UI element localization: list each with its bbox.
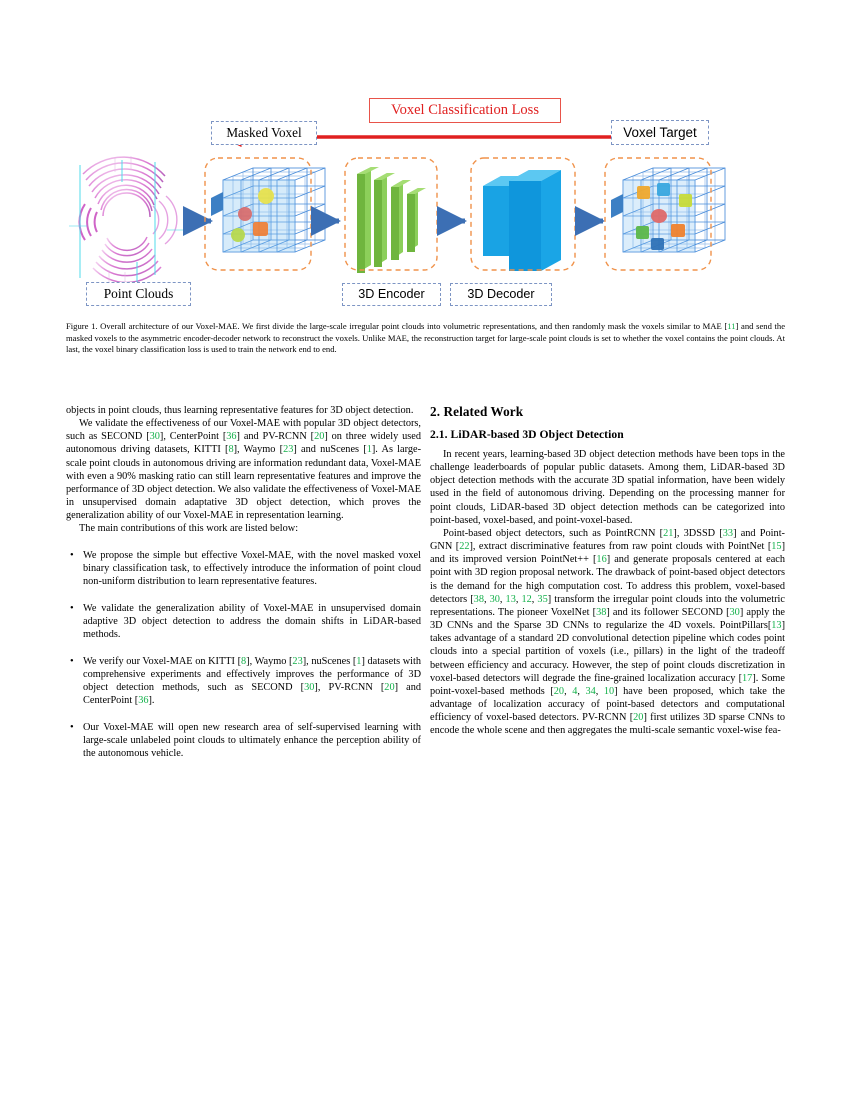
citation-20[interactable]: 20 [384, 682, 395, 694]
figure-caption [66, 321, 785, 356]
citation-36[interactable]: 36 [226, 431, 237, 443]
citation-1[interactable]: 1 [356, 656, 362, 667]
citation-34[interactable]: 34 [585, 685, 596, 697]
citation-1[interactable]: 1 [366, 444, 372, 456]
subsection-heading: 2.1. LiDAR-based 3D Object Detection [430, 428, 624, 441]
citation-13[interactable]: 13 [505, 593, 516, 605]
citation-21[interactable]: 21 [663, 527, 674, 539]
label-masked-voxel [211, 121, 317, 145]
citation-33[interactable]: 33 [722, 527, 734, 539]
citation-16[interactable]: 16 [596, 554, 607, 566]
citation-38[interactable]: 38 [596, 606, 607, 618]
caption-label: Figure 1. [66, 321, 98, 331]
label-3d-encoder [342, 283, 441, 306]
list-item: • We verify our Voxel-MAE on KITTI [8], Waymo [23], nuScenes [1] datasets with comprehensive experiments and effectively improves the performance of 3D object detection methods, such as SECOND [30], PV-RCNN [20] and CenterPoint [36]. [66, 655, 421, 708]
citation-13[interactable]: 13 [771, 620, 782, 632]
label-3d-decoder [450, 283, 552, 306]
paragraph-continuation: objects in point clouds, thus learning representative features for 3D object detection. [66, 405, 414, 416]
citation-30[interactable]: 30 [304, 682, 315, 694]
citation-20[interactable]: 20 [633, 712, 644, 724]
label-loss-text: Voxel Classification Loss [391, 102, 539, 118]
label-voxel-target-text: Voxel Target [623, 124, 697, 140]
list-item: • We validate the generalization ability of Voxel-MAE in unsupervised domain adaptive 3D object detection to address the domain shifts in LiDAR-based methods. [66, 602, 421, 641]
citation-10[interactable]: 10 [603, 685, 615, 697]
citation-17[interactable]: 17 [742, 672, 753, 684]
contribution-list [66, 549, 421, 761]
citation-30[interactable]: 30 [729, 606, 740, 618]
encoder-visual [357, 167, 426, 273]
citation-4[interactable]: 4 [572, 685, 578, 697]
citation-23[interactable]: 23 [283, 444, 294, 456]
citation-11[interactable]: 11 [727, 321, 736, 331]
label-voxel-target [611, 120, 709, 145]
paragraph-contributions-intro: The main contributions of this work are listed below: [79, 523, 299, 535]
citation-12[interactable]: 12 [521, 593, 532, 605]
paragraph-related-2: Point-based object detectors, such as PointRCNN [21], 3DSSD [33] and Point-GNN [22], extract discriminative features from raw point clouds with PointNet [15] and its improved version PointNet++ [16] and generate proposals centered at each point with 3D region proposal network. The drawback of point-based object detectors is the demand for the high computation cost. To address this problem, voxel-based detectors [38, 30, 13, 12, 35] transform the irregular point clouds into the volumetric representations. The pioneer VoxelNet [38] and its follower SECOND [30] apply the 3D CNNs and the Sparse 3D CNNs to regularize the 4D voxels. PointPillars[13] takes advantage of a standard 2D convolutional detection pipeline which codes point clouds into a special partition of voxels (i.e., pillars) in the light of the tradeoff between efficiency and accuracy. However, the step of point clouds discretization in voxel-based detectors will degrade the fine-grained localization accuracy [17]. Some point-voxel-based methods [20, 4, 34, 10] have been proposed, which take the advantage of localization accuracy of point-based detectors and computational efficiency of voxel-based detectors. PV-RCNN [20] first utilizes 3D sparse CNNs to encode the whole scene and then aggregates the multi-scale semantic voxel-wise fea- [430, 527, 785, 737]
voxel-cube-blue [211, 192, 223, 216]
right-column [430, 404, 785, 737]
paragraph-validate: We validate the effectiveness of our Voxel-MAE with popular 3D object detectors, such as SECOND [30], CenterPoint [36] and PV-RCNN [20] on three widely used autonomous driving datasets, KITTI [8], Waymo [23] and nuScenes [1]. As large-scale point clouds in autonomous driving are information redundant data, Voxel-MAE with even a 90% masking ratio can still learn representative features and improve the performance of 3D object detection. We also validate the effectiveness of Voxel-MAE in unsupervised domain adaptative 3D object detection, which proves the generalization ability of our Voxel-MAE in representation learning. [66, 418, 421, 522]
citation-36[interactable]: 36 [138, 695, 149, 707]
caption-text-2: ] and send the masked voxels to the asymmetric encoder-decoder network to reconstruct the voxels. Unlike MAE, the reconstruction target for large-scale point clouds is set to whether the voxel contains the point clouds. At last, the voxel binary classification loss is used to train the network end to end. [66, 321, 786, 355]
citation-15[interactable]: 15 [771, 541, 782, 553]
citation-35[interactable]: 35 [537, 593, 548, 605]
label-voxel-classification-loss [369, 98, 561, 123]
label-point-clouds-text: Point Clouds [103, 286, 174, 302]
citation-22[interactable]: 22 [459, 541, 470, 553]
list-item: • Our Voxel-MAE will open new research area of self-supervised learning with large-scale unlabeled point clouds to ultimately enhance the perception ability of the autonomous vehicle. [66, 721, 421, 760]
label-3d-encoder-text: 3D Encoder [358, 287, 425, 302]
citation-38[interactable]: 38 [473, 593, 484, 605]
list-item: • We propose the simple but effective Voxel-MAE, with the novel masked voxel binary classification task, to effectively introduce the information of point cloud non-uniform distribution to learn representative features. [66, 549, 421, 588]
masked-voxel-grid [211, 168, 325, 252]
spacer [66, 536, 421, 550]
citation-30[interactable]: 30 [489, 593, 500, 605]
voxel-target-grid [611, 168, 725, 252]
label-point-clouds [86, 282, 191, 306]
figure-1 [65, 88, 785, 313]
page-title: 2. Related Work [430, 404, 524, 419]
citation-8[interactable]: 8 [228, 444, 234, 456]
citation-20[interactable]: 20 [314, 431, 325, 443]
point-cloud-visual [69, 156, 183, 286]
caption-text-1: Overall architecture of our Voxel-MAE. We first divide the large-scale irregular point clouds into volumetric representations, and then randomly mask the voxels similar to MAE [ [97, 321, 728, 331]
label-masked-voxel-text: Masked Voxel [226, 125, 302, 141]
citation-8[interactable]: 8 [241, 656, 247, 667]
paragraph-related-1: In recent years, learning-based 3D object detection methods have been tops in the challenge leaderboards of popular public datasets. Among them, LiDAR-based 3D object detection methods with the accurate 3D spatial information, have been widely used in the field of autonomous driving. Depending on the processing manner for point clouds, LiDAR-based 3D object detection methods can be categorized into point-based, voxel-based, and point-voxel-based. [430, 449, 785, 526]
label-3d-decoder-text: 3D Decoder [467, 287, 535, 302]
citation-30[interactable]: 30 [149, 431, 160, 443]
decoder-visual [483, 170, 561, 271]
left-column [66, 404, 421, 774]
citation-23[interactable]: 23 [292, 656, 303, 667]
citation-20[interactable]: 20 [553, 685, 565, 697]
